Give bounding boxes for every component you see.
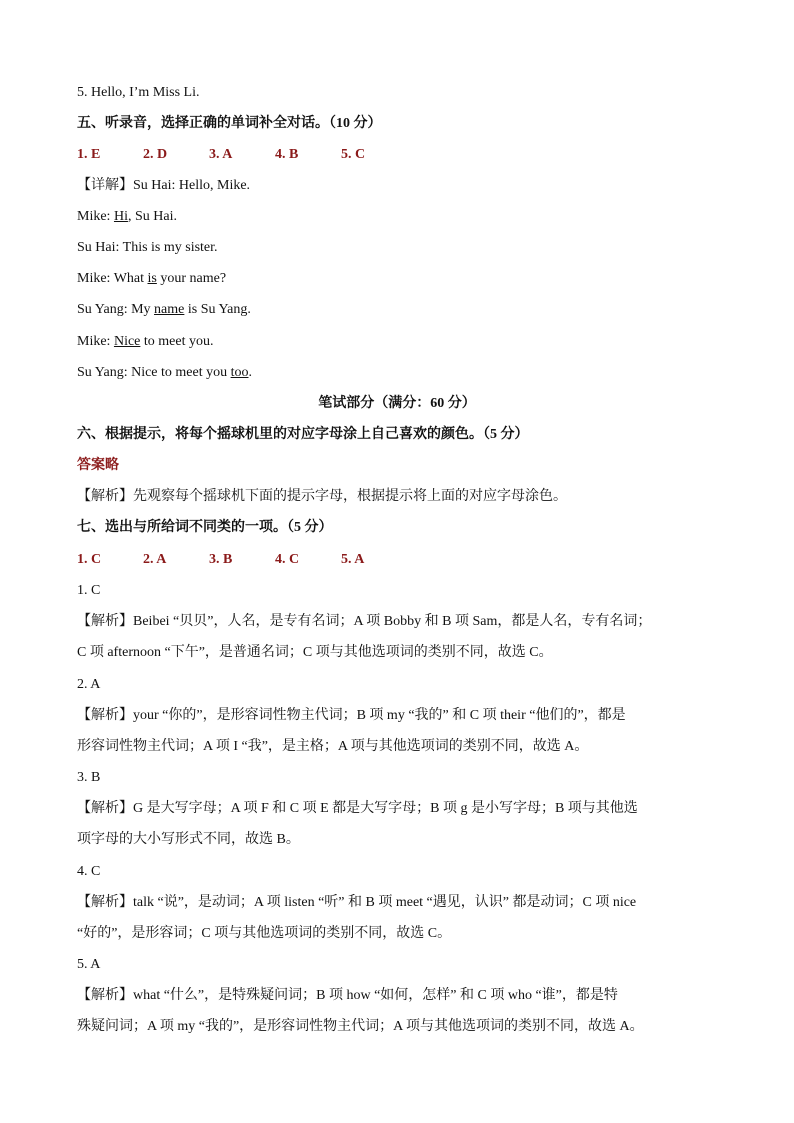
section-5-title: 五、听录音，选择正确的单词补全对话。（10 分） (77, 116, 382, 131)
dialogue-line-6 (77, 333, 722, 351)
dialogue-text: to meet you. (140, 334, 214, 349)
blank-answer: Hi (113, 209, 128, 224)
answer-5: 5. A (341, 552, 365, 567)
q3-analysis-line-2: 项字母的大小写形式不同，故选 B。 (77, 832, 300, 847)
answer-1: 1. C (77, 552, 102, 567)
section-7-answers (77, 551, 722, 569)
section-6-answer: 答案略 (77, 458, 119, 473)
dialogue-text: is Su Yang. (184, 302, 251, 317)
dialogue-text: Mike: (77, 209, 114, 224)
dialogue-line-3: Su Hai: This is my sister. (77, 240, 218, 255)
dialogue-text: Mike: (77, 334, 114, 349)
q5-analysis-line-2: 殊疑问词；A 项 my “我的”，是形容词性物主代词；A 项与其他选项词的类别不同，故选 A。 (77, 1019, 644, 1034)
dialogue-text: , Su Hai. (127, 209, 177, 224)
written-section-header: 笔试部分（满分：60 分） (318, 396, 476, 411)
dialogue-text: Su Yang: Nice to meet you (77, 365, 231, 380)
dialogue-text: . (248, 365, 252, 380)
answer-2: 2. D (143, 147, 168, 162)
q4-analysis-line-1: 【解析】talk “说”，是动词；A 项 listen “听” 和 B 项 meet “遇见，认识” 都是动词；C 项 nice (77, 895, 637, 910)
answer-4: 4. C (275, 552, 300, 567)
dialogue-line-2 (77, 208, 722, 226)
q5-label: 5. A (77, 957, 101, 972)
q3-analysis-line-1: 【解析】G 是大写字母；A 项 F 和 C 项 E 都是大写字母；B 项 g 是小写字母；B 项与其他选 (77, 801, 638, 816)
q3-label: 3. B (77, 770, 101, 785)
detail-label: 【详解】 (77, 178, 133, 193)
q1-label: 1. C (77, 583, 101, 598)
section-6-analysis: 【解析】先观察每个摇球机下面的提示字母，根据提示将上面的对应字母涂色。 (77, 489, 567, 504)
answer-5: 5. C (341, 147, 366, 162)
q2-analysis-line-2: 形容词性物主代词；A 项 I “我”，是主格；A 项与其他选项词的类别不同，故选 A。 (77, 739, 589, 754)
q2-analysis-line-1: 【解析】your “你的”，是形容词性物主代词；B 项 my “我的” 和 C 项 their “他们的”，都是 (77, 708, 626, 723)
section-5-answers (77, 146, 722, 164)
dialogue-text: Su Yang: My (77, 302, 155, 317)
blank-answer: too (230, 365, 249, 380)
q1-analysis-line-2: C 项 afternoon “下午”，是普通名词；C 项与其他选项词的类别不同，故选 C。 (77, 645, 553, 660)
listening-item-5: 5. Hello, I’m Miss Li. (77, 85, 200, 100)
q1-analysis-line-1: 【解析】Beibei “贝贝”，人名，是专有名词；A 项 Bobby 和 B 项 Sam，都是人名，专有名词； (77, 614, 652, 629)
answer-3: 3. A (209, 147, 233, 162)
section-7-title: 七、选出与所给词不同类的一项。（5 分） (77, 520, 333, 535)
answer-2: 2. A (143, 552, 167, 567)
answer-4: 4. B (275, 147, 299, 162)
dialogue-line-4 (77, 270, 722, 288)
q4-analysis-line-2: “好的”，是形容词；C 项与其他选项词的类别不同，故选 C。 (77, 926, 452, 941)
answer-3: 3. B (209, 552, 233, 567)
dialogue-text: Mike: What (77, 271, 148, 286)
dialogue-line-1 (77, 177, 722, 195)
dialogue-text: Su Hai: Hello, Mike. (133, 178, 251, 193)
section-6-title: 六、根据提示，将每个摇球机里的对应字母涂上自己喜欢的颜色。（5 分） (77, 427, 529, 442)
dialogue-line-7 (77, 364, 722, 382)
blank-answer: name (154, 302, 185, 317)
q4-label: 4. C (77, 864, 101, 879)
dialogue-text: your name? (156, 271, 227, 286)
q5-analysis-line-1: 【解析】what “什么”，是特殊疑问词；B 项 how “如何，怎样” 和 C 项 who “谁”，都是特 (77, 988, 618, 1003)
blank-answer: Nice (113, 334, 141, 349)
dialogue-line-5 (77, 301, 722, 319)
blank-answer: is (147, 271, 157, 286)
q2-label: 2. A (77, 677, 101, 692)
answer-1: 1. E (77, 147, 101, 162)
